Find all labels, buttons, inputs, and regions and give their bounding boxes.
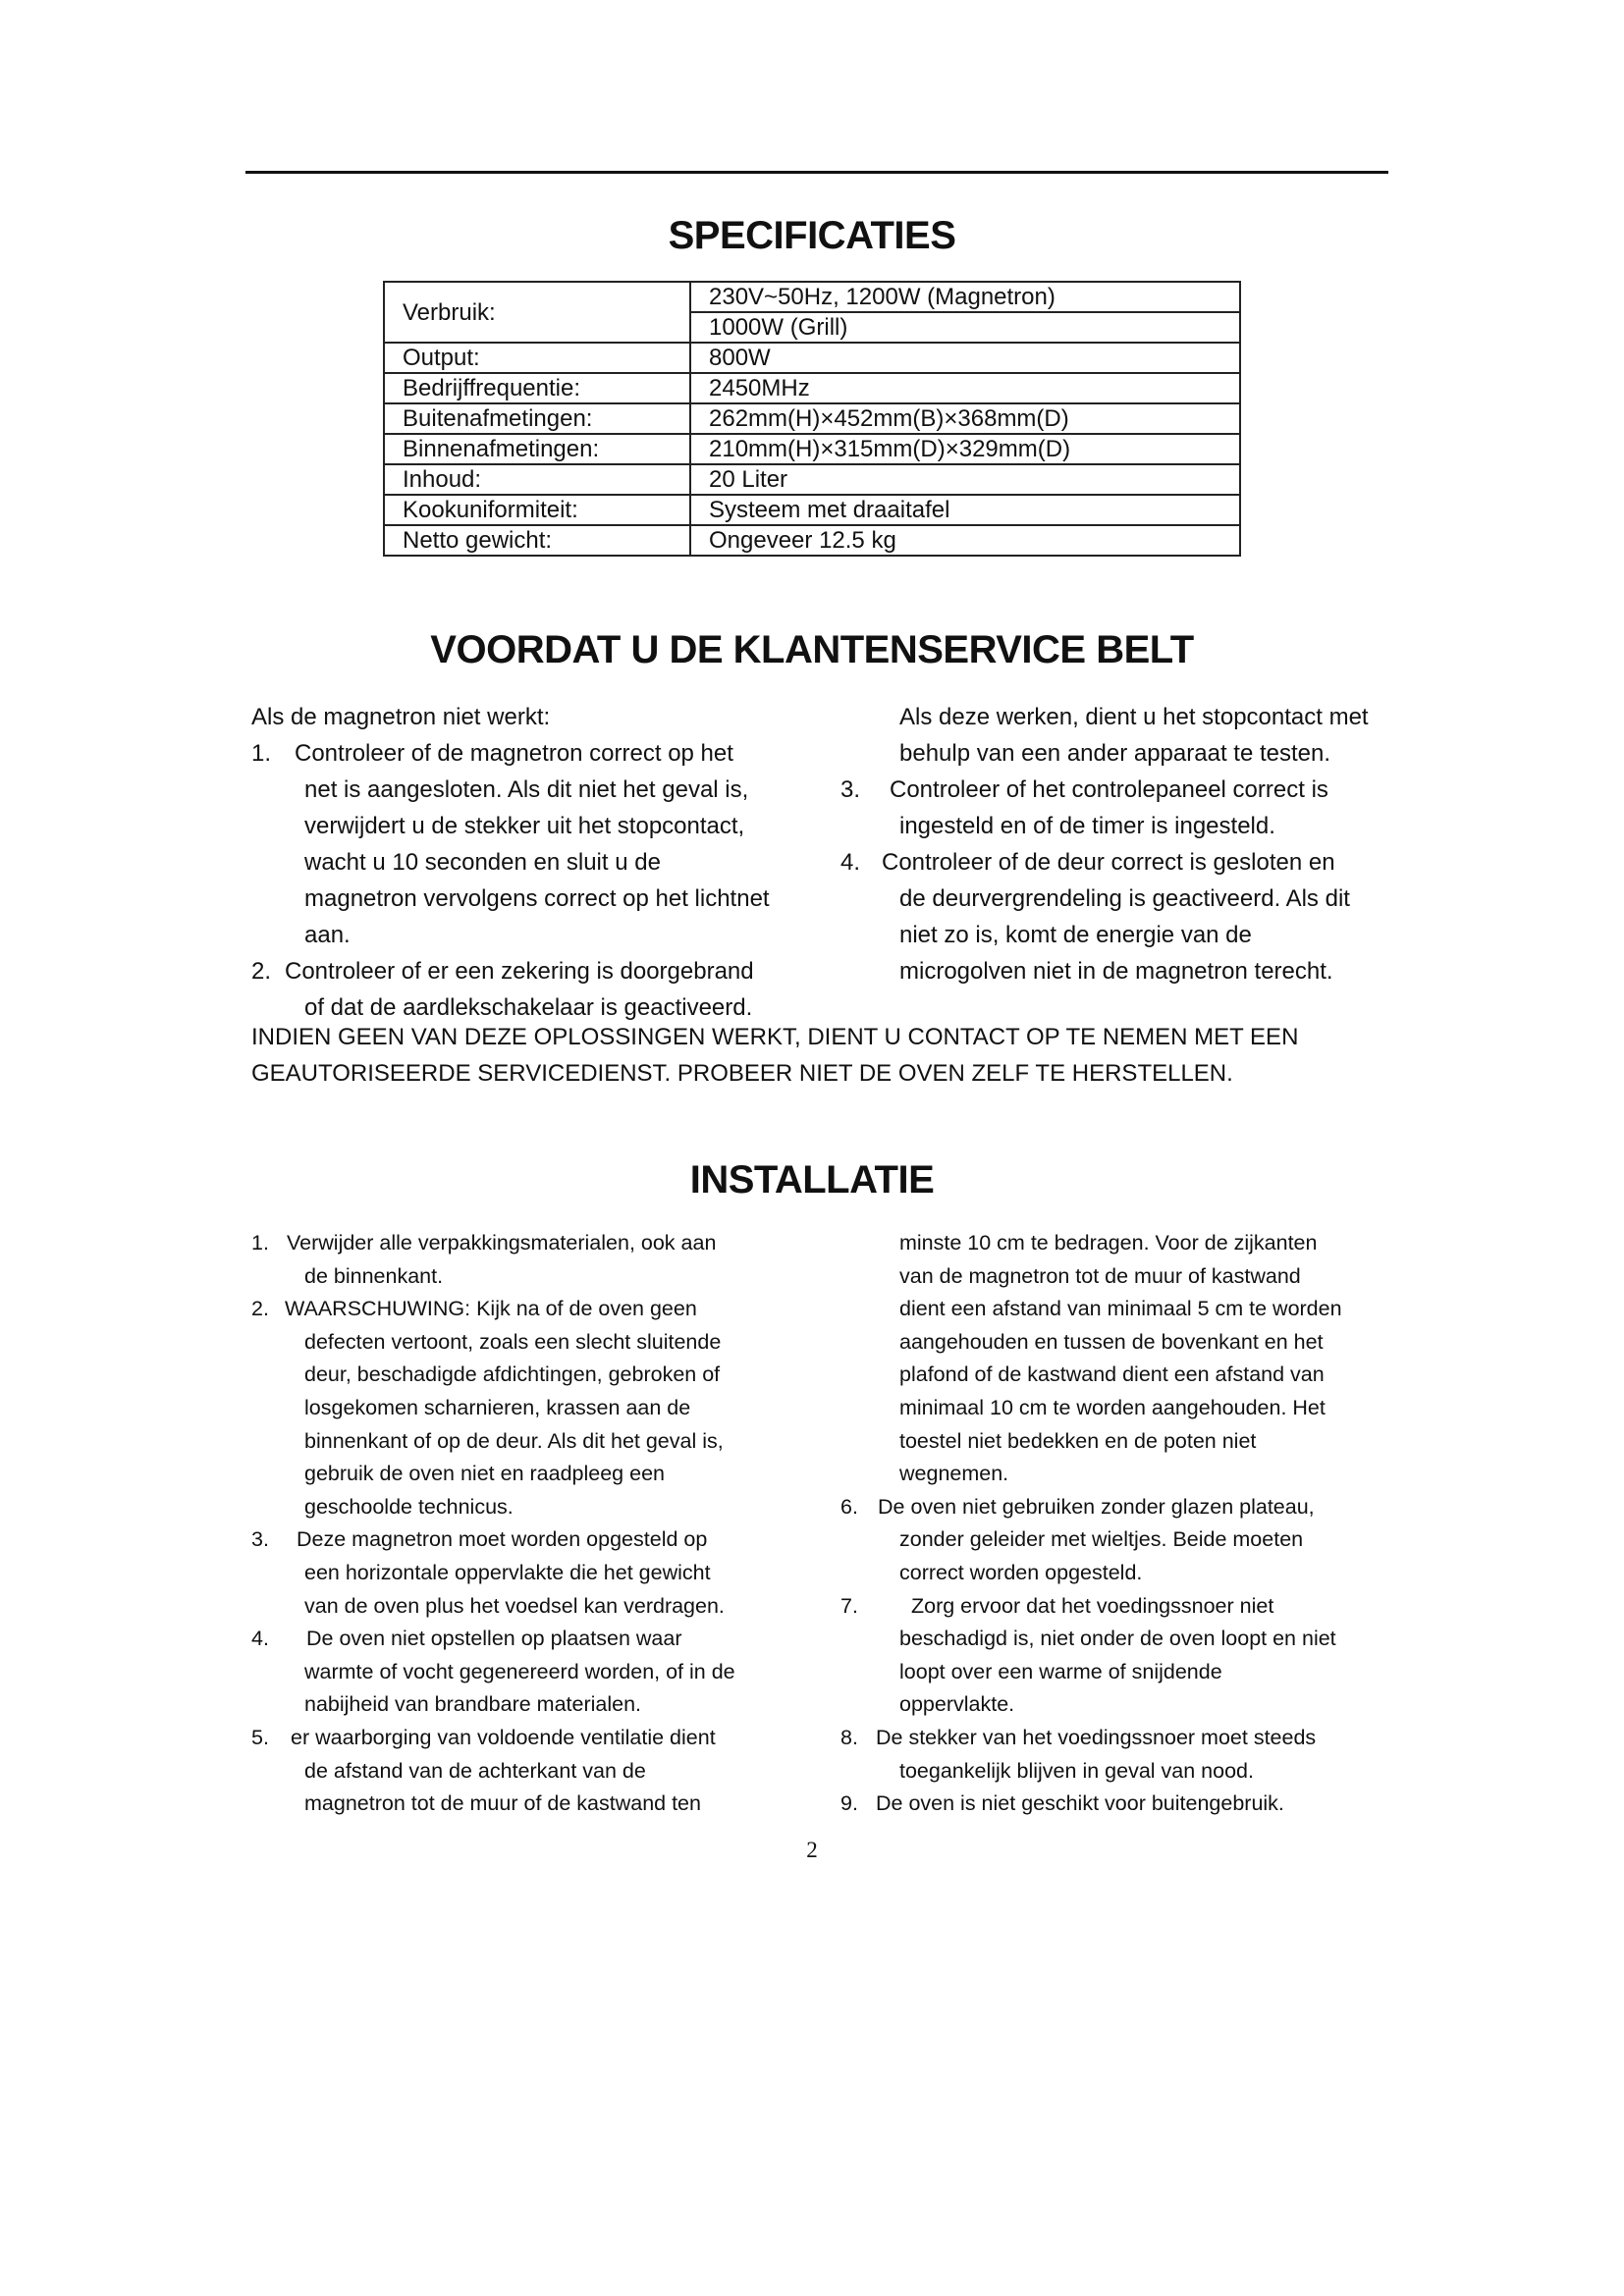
- item-line: van de oven plus het voedsel kan verdragen.: [304, 1593, 725, 1618]
- item-line: Zorg ervoor dat het voedingssnoer niet: [911, 1593, 1274, 1618]
- item-line: ingesteld en of de timer is ingesteld.: [899, 813, 1275, 839]
- list-item: [840, 1722, 1390, 1755]
- spec-value: Systeem met draaitafel: [690, 495, 1240, 525]
- top-rule: [245, 171, 1388, 174]
- warning-line: INDIEN GEEN VAN DEZE OPLOSSINGEN WERKT, DIENT U CONTACT OP TE NEMEN MET EEN: [251, 1024, 1299, 1050]
- spec-value: 2450MHz: [690, 373, 1240, 403]
- list-item: [840, 1491, 1390, 1524]
- item-number: 2.: [251, 1297, 269, 1321]
- spec-value: 262mm(H)×452mm(B)×368mm(D): [690, 403, 1240, 434]
- item-line: Controleer of het controlepaneel correct is: [890, 776, 1328, 803]
- item-line: toestel niet bedekken en de poten niet: [899, 1428, 1257, 1453]
- item-number: 1.: [251, 740, 272, 767]
- item-line: een horizontale oppervlakte die het gewicht: [304, 1560, 711, 1584]
- item-line: behulp van een ander apparaat te testen.: [899, 740, 1331, 767]
- spec-label: Binnenafmetingen:: [384, 434, 690, 464]
- item-line: loopt over een warme of snijdende: [899, 1659, 1222, 1683]
- service-warning: [251, 1019, 1390, 1092]
- table-row: [384, 343, 1240, 373]
- item-line: plafond of de kastwand dient een afstand van: [899, 1362, 1325, 1387]
- item-line: oppervlakte.: [899, 1692, 1015, 1717]
- spec-label: Bedrijffrequentie:: [384, 373, 690, 403]
- service-right-column: [840, 699, 1390, 989]
- item-line: magnetron vervolgens correct op het lichtnet: [304, 885, 770, 912]
- item-number: 3.: [251, 1527, 269, 1552]
- item-line: wacht u 10 seconden en sluit u de: [304, 849, 661, 876]
- page-number: 2: [806, 1838, 818, 1862]
- spec-label: Kookuniformiteit:: [384, 495, 690, 525]
- table-row: [384, 282, 1240, 312]
- item-line: net is aangesloten. Als dit niet het geval is,: [304, 776, 749, 803]
- item-line: De oven is niet geschikt voor buitengebruik.: [876, 1791, 1284, 1816]
- item-number: 4.: [251, 1627, 269, 1651]
- item-line: beschadigd is, niet onder de oven loopt en niet: [899, 1627, 1336, 1651]
- item-line: verwijdert u de stekker uit het stopcontact,: [304, 813, 745, 839]
- item-number: 7.: [840, 1593, 858, 1618]
- item-line: dient een afstand van minimaal 5 cm te worden: [899, 1297, 1342, 1321]
- table-row: [384, 525, 1240, 556]
- item-line: defecten vertoont, zoals een slecht sluitende: [304, 1329, 722, 1354]
- table-row: [384, 434, 1240, 464]
- item-line: Verwijder alle verpakkingsmaterialen, ook aan: [287, 1231, 717, 1255]
- list-item: [251, 735, 791, 772]
- service-intro: Als de magnetron niet werkt:: [251, 704, 551, 730]
- spec-value: 1000W (Grill): [690, 312, 1240, 343]
- item-line: minste 10 cm te bedragen. Voor de zijkanten: [899, 1231, 1318, 1255]
- item-line: gebruik de oven niet en raadpleeg een: [304, 1462, 665, 1486]
- item-line: er waarborging van voldoende ventilatie dient: [291, 1725, 716, 1749]
- list-item: [251, 953, 791, 989]
- item-line: niet zo is, komt de energie van de: [899, 922, 1252, 948]
- list-item: [251, 1722, 791, 1755]
- item-line: aangehouden en tussen de bovenkant en het: [899, 1329, 1324, 1354]
- item-number: 1.: [251, 1231, 269, 1255]
- item-line: magnetron tot de muur of de kastwand ten: [304, 1791, 701, 1816]
- list-item: [251, 1523, 791, 1557]
- item-line: van de magnetron tot de muur of kastwand: [899, 1263, 1301, 1288]
- item-number: 6.: [840, 1494, 858, 1519]
- service-heading: VOORDAT U DE KLANTENSERVICE BELT: [430, 628, 1194, 671]
- item-line: nabijheid van brandbare materialen.: [304, 1692, 642, 1717]
- item-line: correct worden opgesteld.: [899, 1560, 1143, 1584]
- item-line: de binnenkant.: [304, 1263, 444, 1288]
- spec-value: 20 Liter: [690, 464, 1240, 495]
- spec-value: 210mm(H)×315mm(D)×329mm(D): [690, 434, 1240, 464]
- item-line: wegnemen.: [899, 1462, 1009, 1486]
- item-number: 5.: [251, 1725, 269, 1749]
- item-number: 8.: [840, 1725, 858, 1749]
- list-item: [251, 1623, 791, 1656]
- list-item: [251, 1227, 791, 1260]
- item-line: microgolven niet in de magnetron terecht.: [899, 958, 1333, 985]
- item-line: deur, beschadigde afdichtingen, gebroken of: [304, 1362, 721, 1387]
- item-line: losgekomen scharnieren, krassen aan de: [304, 1395, 691, 1419]
- installation-left-column: [251, 1227, 791, 1821]
- list-item: [840, 844, 1390, 881]
- spec-value: 800W: [690, 343, 1240, 373]
- item-number: 3.: [840, 776, 861, 803]
- spec-label: Inhoud:: [384, 464, 690, 495]
- item-line: De stekker van het voedingssnoer moet steeds: [876, 1725, 1317, 1749]
- item-line: de deurvergrendeling is geactiveerd. Als dit: [899, 885, 1350, 912]
- item-line: binnenkant of op de deur. Als dit het geval is,: [304, 1428, 724, 1453]
- spec-label: Verbruik:: [384, 282, 690, 343]
- item-line: Controleer of er een zekering is doorgebrand: [285, 958, 754, 985]
- item-line: Controleer of de deur correct is gesloten en: [882, 849, 1335, 876]
- warning-line: GEAUTORISEERDE SERVICEDIENST. PROBEER NIET DE OVEN ZELF TE HERSTELLEN.: [251, 1060, 1233, 1087]
- list-item: [251, 1293, 791, 1326]
- item-line: De oven niet opstellen op plaatsen waar: [306, 1627, 682, 1651]
- installation-heading: INSTALLATIE: [689, 1158, 935, 1201]
- item-line: minimaal 10 cm te worden aangehouden. Het: [899, 1395, 1326, 1419]
- list-item: [840, 772, 1390, 808]
- spec-label: Netto gewicht:: [384, 525, 690, 556]
- item-line: geschoolde technicus.: [304, 1494, 514, 1519]
- item-line: de afstand van de achterkant van de: [304, 1758, 646, 1783]
- item-number: 9.: [840, 1791, 858, 1816]
- specifications-heading: SPECIFICATIES: [668, 214, 956, 257]
- spec-label: Buitenafmetingen:: [384, 403, 690, 434]
- item-line: of dat de aardlekschakelaar is geactiveerd.: [304, 994, 753, 1021]
- spec-value: 230V~50Hz, 1200W (Magnetron): [690, 282, 1240, 312]
- service-left-column: [251, 699, 791, 1026]
- table-row: [384, 403, 1240, 434]
- item-line: Als deze werken, dient u het stopcontact met: [899, 704, 1369, 730]
- item-line: WAARSCHUWING: Kijk na of de oven geen: [285, 1297, 697, 1321]
- table-row: [384, 373, 1240, 403]
- specifications-table: [383, 281, 1241, 557]
- item-number: 2.: [251, 958, 272, 985]
- item-number: 4.: [840, 849, 861, 876]
- list-item: [840, 1788, 1390, 1821]
- item-line: De oven niet gebruiken zonder glazen plateau,: [878, 1494, 1315, 1519]
- spec-value: Ongeveer 12.5 kg: [690, 525, 1240, 556]
- spec-label: Output:: [384, 343, 690, 373]
- item-line: toegankelijk blijven in geval van nood.: [899, 1758, 1254, 1783]
- item-line: Controleer of de magnetron correct op het: [295, 740, 733, 767]
- item-line: aan.: [304, 922, 351, 948]
- list-item: [840, 1590, 1390, 1624]
- table-row: [384, 495, 1240, 525]
- item-line: warmte of vocht gegenereerd worden, of in de: [304, 1659, 735, 1683]
- item-line: zonder geleider met wieltjes. Beide moeten: [899, 1527, 1304, 1552]
- installation-right-column: [840, 1227, 1390, 1821]
- item-line: Deze magnetron moet worden opgesteld op: [297, 1527, 708, 1552]
- table-row: [384, 464, 1240, 495]
